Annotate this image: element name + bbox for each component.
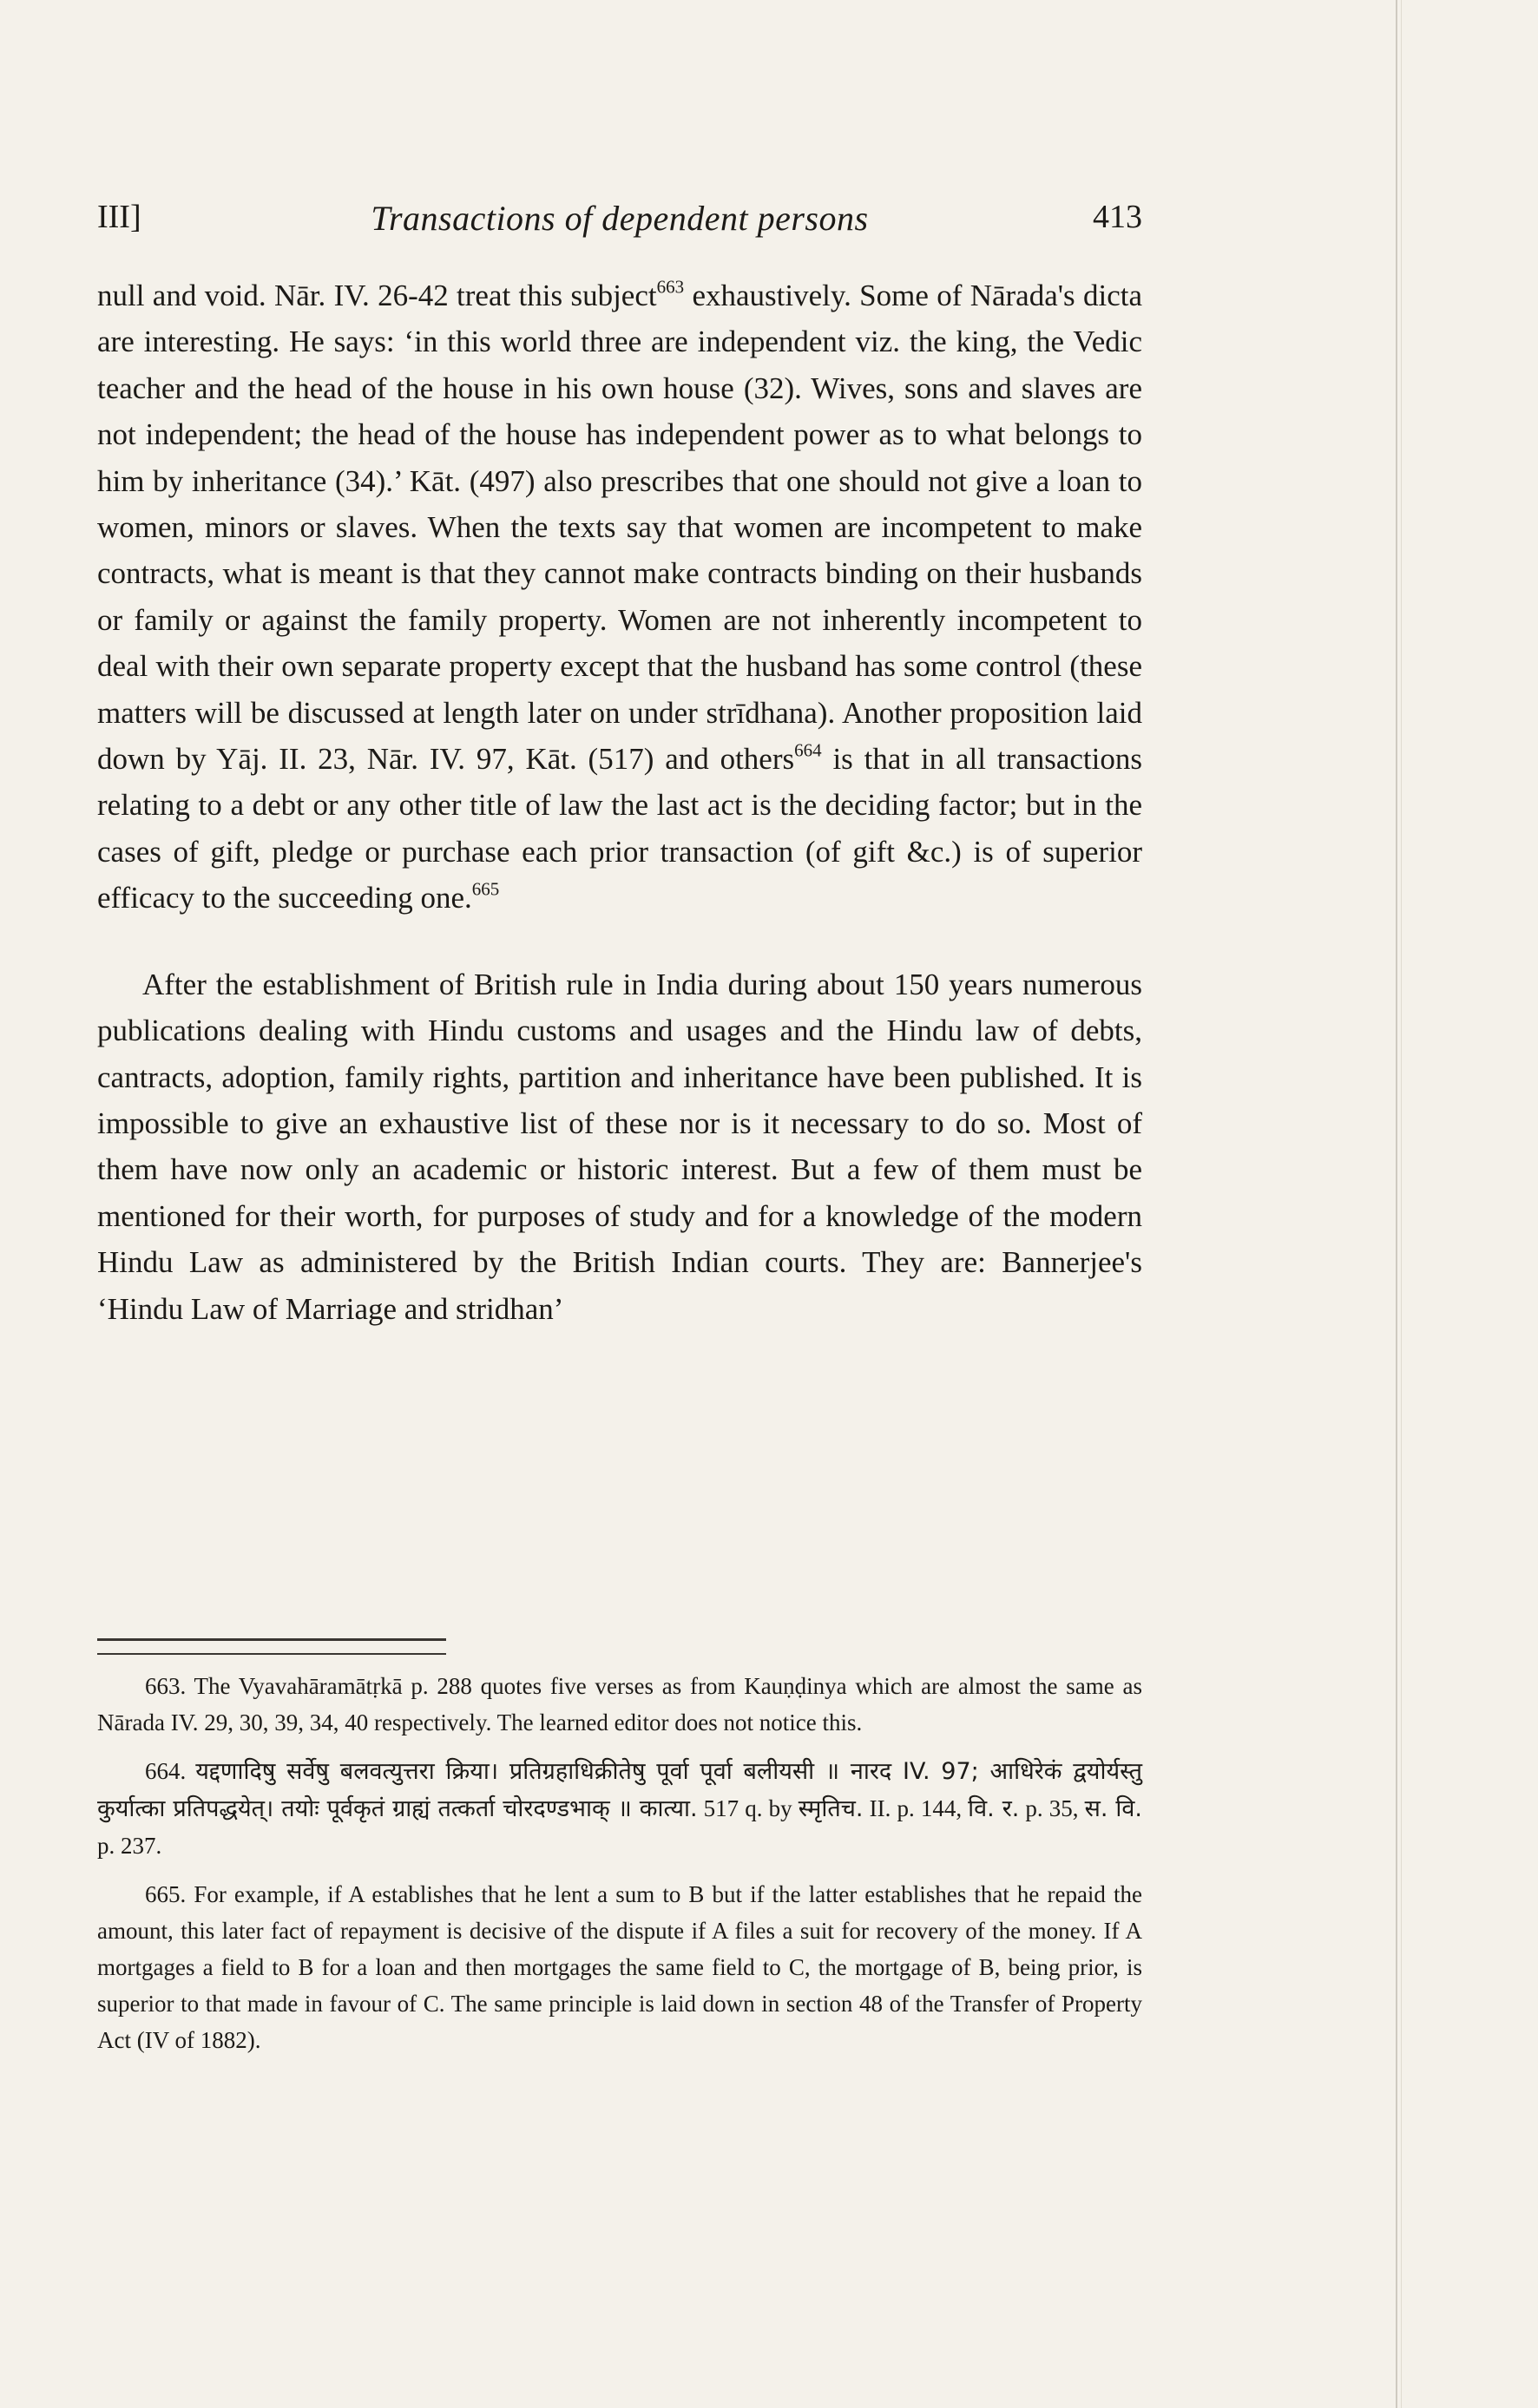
page-number: 413 [1093, 199, 1142, 235]
footnote-text: p. 35, [1019, 1795, 1085, 1821]
footnote-ref-664: 664 [794, 739, 822, 761]
footnote-separator [97, 1638, 446, 1655]
page-edge-line [1401, 0, 1402, 2408]
footnote-665: 665. For example, if A establishes that he lent a sum to B but if the latter establishes that he repaid the amount, this later fact of repayment is decisive of the dispute if A files a suit for recovery of the money. If A mortgages a field to B for a loan and then mortgages the same field to C, the mortgage of B, being prior, is superior to that made in favour of C. The same principle is laid down in section 48 of the Transfer of Property Act (IV of 1882). [97, 1881, 1142, 2053]
paragraph-2: After the establishment of British rule in India during about 150 years numerous publications dealing with Hindu customs and usages and the Hindu law of debts, cantracts, adoption, family rights, partition and inheritance have been published. It is impossible to give an exhaustive list of these nor is it necessary to do so. Most of them have now only an academic or historic interest. But a few of them must be mentioned for their worth, for purposes of study and for a knowledge of the modern Hindu Law as administered by the British Indian courts. They are: Bannerjee's ‘Hindu Law of Marriage and stridhan’ [97, 967, 1142, 1326]
footnote-text: p. 237. [97, 1833, 162, 1859]
footnote-664 [97, 1753, 1142, 1864]
paragraph-text: exhaustively. Some of Nārada's dicta are interesting. He says: ‘in this world three are independent viz. the king, the Vedic teacher and the head of the house in his own house (32). Wives, sons and slaves are not independent; the head of the house has independent power as to what belongs to him by inheritance (34).’ Kāt. (497) also prescribes that one should not give a loan to women, minors or slaves. When the texts say that women are incompetent to make contracts, what is meant is that they cannot make contracts binding on their husbands or family or against the family property. Women are not inherently incompetent to deal with their own separate property except that the husband has some control (these matters will be discussed at length later on under strīdhana). Another proposition laid down by Yāj. II. 23, Nār. IV. 97, Kāt. (517) and others [97, 279, 1143, 777]
devanagari-abbrev: स. वि. [1084, 1795, 1143, 1822]
paragraph-1 [97, 272, 1142, 922]
chapter-number: III] [97, 199, 141, 235]
footnote-text: II. p. 144, [863, 1795, 969, 1821]
paragraph-text: null and void. Nār. IV. 26-42 treat this subject [97, 279, 657, 312]
devanagari-quote: यद्दणादिषु सर्वेषु बलवत्युत्तरा क्रिया। प्रतिग्रहाधिक्रीतेषु पूर्वा पूर्वा बलीयसी ॥ नारद IV. 97; आधिरेकं द्वयोर्यस्तु कुर्यात्का प्रतिपद्धयेत्। तयोः पूर्वकृतं ग्राह्यं तत्कर्ता चोरदण्डभाक् ॥ कात्या. [97, 1758, 1143, 1822]
footnote-663: 663. The Vyavahāramātṛkā p. 288 quotes five verses as from Kauṇḍinya which are almost the same as Nārada IV. 29, 30, 39, 34, 40 respectively. The learned editor does not notice this. [97, 1673, 1142, 1735]
main-text [97, 272, 1142, 1332]
page-edge-line [1396, 0, 1397, 2408]
paragraph-text: is that in all transactions relating to a debt or any other title of law the last act is the deciding factor; but in the cases of gift, pledge or purchase each prior transaction (of gift &c.) is of superior efficacy to the succeeding one. [97, 742, 1142, 915]
footnote-ref-663: 663 [656, 276, 685, 298]
footnote-ref-665: 665 [471, 878, 500, 900]
running-title: Transactions of dependent persons [371, 199, 869, 238]
devanagari-abbrev: वि. र. [968, 1795, 1020, 1822]
footnotes [97, 1668, 1142, 2070]
footnote-text: 517 q. by [697, 1795, 799, 1821]
devanagari-abbrev: स्मृतिच. [798, 1795, 864, 1822]
running-header [97, 198, 1142, 250]
footnote-number: 664. [145, 1758, 187, 1784]
